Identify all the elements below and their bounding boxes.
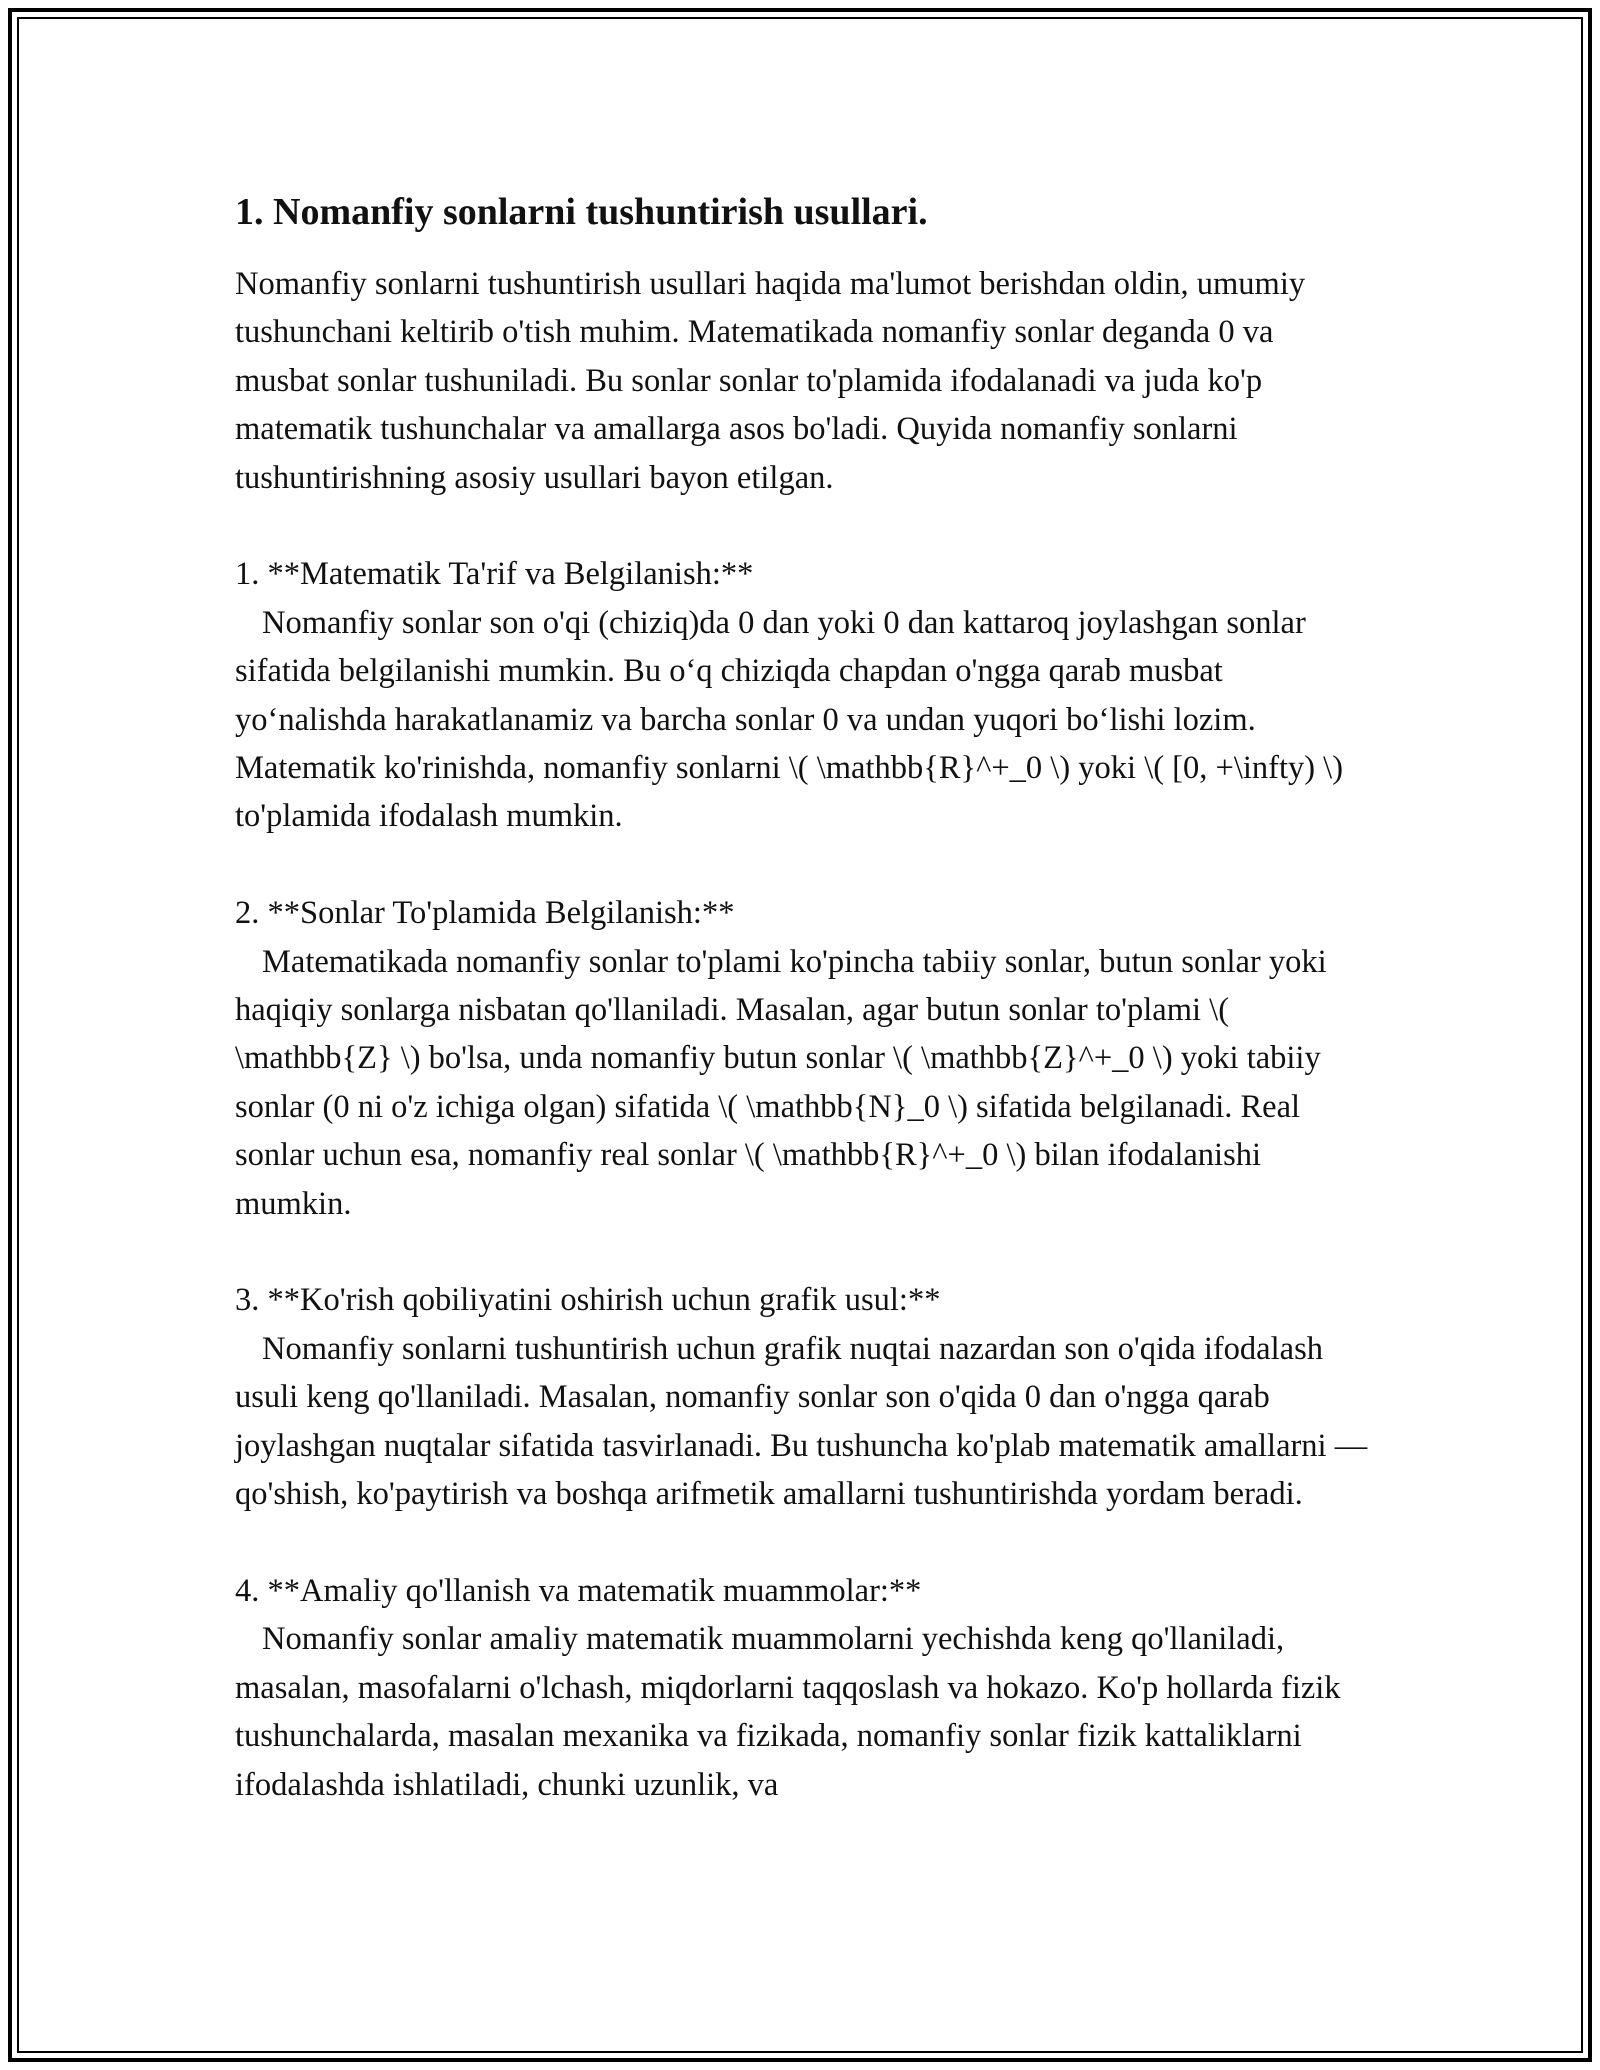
- list-item-body: Nomanfiy sonlarni tushuntirish uchun grafik nuqtai nazardan son o'qida ifodalash usuli keng qo'llaniladi. Masalan, nomanfiy sonlar son o'qida 0 dan o'ngga qarab joylashgan nuqtalar sifatida tasvirlanadi. Bu tushuncha ko'plab matematik amallarni — qo'shish, ko'paytirish va boshqa arifmetik amallarni tushuntirishda yordam beradi.: [235, 1330, 1368, 1513]
- list-item-4: [235, 1567, 1375, 1809]
- list-item-title: 4. **Amaliy qo'llanish va matematik muammolar:**: [235, 1572, 922, 1609]
- list-item-body: Nomanfiy sonlar son o'qi (chiziq)da 0 dan yoki 0 dan kattaroq joylashgan sonlar sifatida belgilanishi mumkin. Bu o‘q chiziqda chapdan o'ngga qarab musbat yo‘nalishda harakatlanamiz va barcha sonlar 0 va undan yuqori bo‘lishi lozim. Matematik ko'rinishda, nomanfiy sonlarni \( \mathbb{R}^+_0 \) yoki \( [0, +\infty) \) to'plamida ifodalash mumkin.: [235, 604, 1344, 835]
- list-item-2: [235, 889, 1375, 1228]
- list-item-3: [235, 1276, 1375, 1518]
- list-item-title: 3. **Ko'rish qobiliyatini oshirish uchun grafik usul:**: [235, 1282, 941, 1319]
- list-item-1: [235, 550, 1375, 840]
- intro-paragraph: Nomanfiy sonlarni tushuntirish usullari haqida ma'lumot berishdan oldin, umumiy tushunchani keltirib o'tish muhim. Matematikada nomanfiy sonlar deganda 0 va musbat sonlar tushuniladi. Bu sonlar sonlar to'plamida ifodalanadi va juda ko'p matematik tushunchalar va amallarga asos bo'ladi. Quyida nomanfiy sonlarni tushuntirishning asosiy usullari bayon etilgan.: [235, 266, 1306, 496]
- list-item-title: 2. **Sonlar To'plamida Belgilanish:**: [235, 895, 735, 932]
- document-content: [235, 188, 1375, 1857]
- list-item-body: Matematikada nomanfiy sonlar to'plami ko'pincha tabiiy sonlar, butun sonlar yoki haqiqiy sonlarga nisbatan qo'llaniladi. Masalan, agar butun sonlar to'plami \( \mathbb{Z} \) bo'lsa, unda nomanfiy butun sonlar \( \mathbb{Z}^+_0 \) yoki tabiiy sonlar (0 ni o'z ichiga olgan) sifatida \( \mathbb{N}_0 \) sifatida belgilanadi. Real sonlar uchun esa, nomanfiy real sonlar \( \mathbb{R}^+_0 \) bilan ifodalanishi mumkin.: [235, 943, 1327, 1222]
- document-heading: 1. Nomanfiy sonlarni tushuntirish usullari.: [235, 191, 928, 233]
- list-item-body: Nomanfiy sonlar amaliy matematik muammolarni yechishda keng qo'llaniladi, masalan, masofalarni o'lchash, miqdorlarni taqqoslash va hokazo. Ko'p hollarda fizik tushunchalarda, masalan mexanika va fizikada, nomanfiy sonlar fizik kattaliklarni ifodalashda ishlatiladi, chunki uzunlik, va: [235, 1621, 1341, 1803]
- list-item-title: 1. **Matematik Ta'rif va Belgilanish:**: [235, 556, 754, 593]
